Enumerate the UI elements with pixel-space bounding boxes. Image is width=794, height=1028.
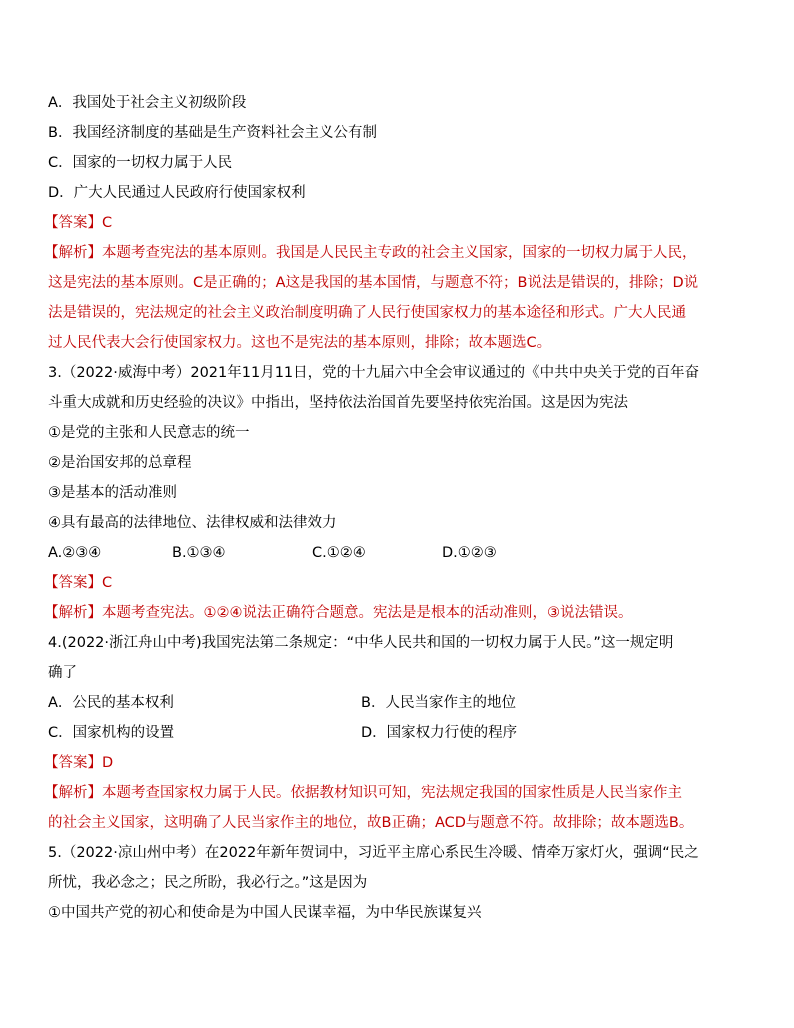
q3-item-3: ③是基本的活动准则 [48,485,177,501]
q2-analysis-line-4: 过人民代表大会行使国家权力。这也不是宪法的基本原则，排除；故本题选C。 [48,335,552,351]
q3-item-2: ②是治国安邦的总章程 [48,455,192,471]
q4-choice-c: C．国家机构的设置 [48,725,175,741]
q4-analysis-line-2: 的社会主义国家，这明确了人民当家作主的地位，故B正确；ACD与题意不符。故排除；故本题选B。 [48,815,694,831]
q2-analysis-line-2: 这是宪法的基本原则。C是正确的；A这是我国的基本国情，与题意不符；B说法是错误的，排除；D说 [48,275,699,291]
q3-stem-line-1: 3.（2022·威海中考）2021年11月11日，党的十九届六中全会审议通过的《中共中央关于党的百年奋 [48,365,700,381]
q4-choice-d: D．国家权力行使的程序 [361,725,518,741]
q3-choice-d: D.①②③ [442,545,497,561]
answer-tag: 【答案】 [44,755,102,771]
q5-stem-line-1: 5.（2022·凉山州中考）在2022年新年贺词中，习近平主席心系民生冷暖、情牵万家灯火，强调“民之 [48,845,699,861]
q3-choice-c: C.①②④ [312,545,366,561]
q5-item-1: ①中国共产党的初心和使命是为中国人民谋幸福，为中华民族谋复兴 [48,905,482,921]
analysis-tag: 【解析】 [44,785,102,801]
q4-answer [44,753,113,773]
q4-choice-a: A．公民的基本权利 [48,695,174,711]
q3-item-1: ①是党的主张和人民意志的统一 [48,425,250,441]
answer-value: C [102,575,113,591]
q2-analysis-line-1 [44,243,697,263]
analysis-text: 本题考查宪法的基本原则。我国是人民民主专政的社会主义国家，国家的一切权力属于人民， [102,245,697,261]
analysis-text: 本题考查宪法。①②④说法正确符合题意。宪法是是根本的活动准则，③说法错误。 [102,605,633,621]
q2-option-c: C．国家的一切权力属于人民 [48,155,233,171]
q4-stem-line-2: 确了 [48,665,77,681]
q2-option-a: A．我国处于社会主义初级阶段 [48,95,247,111]
q2-option-d: D．广大人民通过人民政府行使国家权利 [48,185,306,201]
q3-stem-line-2: 斗重大成就和历史经验的决议》中指出，坚持依法治国首先要坚持依宪治国。这是因为宪法 [48,395,628,411]
answer-value: C [102,215,113,231]
q4-analysis-line-1 [44,783,682,803]
q3-item-4: ④具有最高的法律地位、法律权威和法律效力 [48,515,337,531]
analysis-tag: 【解析】 [44,245,102,261]
q2-answer [44,213,112,233]
answer-tag: 【答案】 [44,575,102,591]
q2-option-b: B．我国经济制度的基础是生产资料社会主义公有制 [48,125,377,141]
q4-stem-line-1: 4.(2022·浙江舟山中考)我国宪法第二条规定：“中华人民共和国的一切权力属于人民。”这一规定明 [48,635,674,651]
answer-tag: 【答案】 [44,215,102,231]
q5-stem-line-2: 所忧，我必念之；民之所盼，我必行之。”这是因为 [48,875,368,891]
q3-analysis-line-1 [44,603,633,623]
answer-value: D [102,755,114,771]
q4-choice-b: B．人民当家作主的地位 [361,695,516,711]
analysis-tag: 【解析】 [44,605,102,621]
analysis-text: 本题考查国家权力属于人民。依据教材知识可知，宪法规定我国的国家性质是人民当家作主 [102,785,682,801]
q3-choice-b: B.①③④ [172,545,226,561]
q3-choice-a: A.②③④ [48,545,102,561]
q2-analysis-line-3: 法是错误的，宪法规定的社会主义政治制度明确了人民行使国家权力的基本途径和形式。广大人民通 [48,305,686,321]
q3-answer [44,573,112,593]
